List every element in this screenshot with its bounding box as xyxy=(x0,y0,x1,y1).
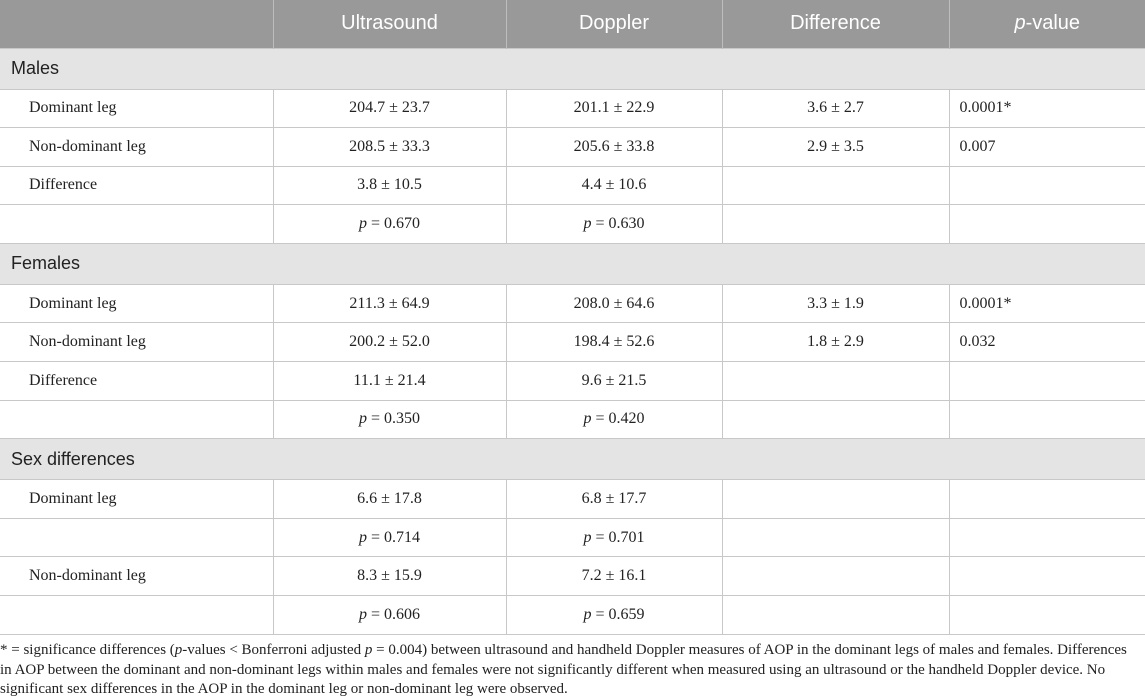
pvalue-cell xyxy=(949,400,1145,439)
doppler-cell: 201.1 ± 22.9 xyxy=(506,89,722,128)
table-footnote xyxy=(0,641,1130,700)
doppler-cell: 4.4 ± 10.6 xyxy=(506,166,722,205)
row-label xyxy=(0,400,273,439)
ultrasound-cell: 211.3 ± 64.9 xyxy=(273,284,506,323)
p-value-text: = 0.659 xyxy=(591,605,645,623)
difference-cell xyxy=(722,166,949,205)
footnote-part2: -values < Bonferroni adjusted xyxy=(182,642,365,658)
header-pvalue xyxy=(949,0,1145,48)
p-value-text: = 0.606 xyxy=(366,605,421,623)
doppler-cell: 198.4 ± 52.6 xyxy=(506,323,722,362)
difference-cell xyxy=(722,596,949,635)
table-row xyxy=(0,596,1145,635)
pvalue-cell xyxy=(949,362,1145,401)
p-value-text: = 0.670 xyxy=(366,215,421,233)
table-row xyxy=(0,128,1145,167)
footnote-p-symbol: p xyxy=(364,642,373,658)
ultrasound-cell: 3.8 ± 10.5 xyxy=(273,166,506,205)
doppler-cell: 6.8 ± 17.7 xyxy=(506,480,722,519)
ultrasound-cell: 8.3 ± 15.9 xyxy=(273,557,506,596)
pvalue-cell xyxy=(949,518,1145,557)
difference-cell xyxy=(722,480,949,519)
row-label xyxy=(0,596,273,635)
table-row xyxy=(0,205,1145,244)
p-symbol: p xyxy=(358,528,367,546)
pvalue-cell xyxy=(949,166,1145,205)
doppler-cell: 205.6 ± 33.8 xyxy=(506,128,722,167)
ultrasound-pvalue-cell xyxy=(273,400,506,439)
difference-cell xyxy=(722,400,949,439)
difference-cell xyxy=(722,362,949,401)
section-row-females xyxy=(0,243,1145,284)
difference-cell: 1.8 ± 2.9 xyxy=(722,323,949,362)
p-value-text: = 0.714 xyxy=(366,528,421,546)
ultrasound-cell: 6.6 ± 17.8 xyxy=(273,480,506,519)
p-symbol: p xyxy=(583,605,592,623)
pvalue-cell: 0.032 xyxy=(949,323,1145,362)
p-symbol: p xyxy=(583,528,592,546)
row-label xyxy=(0,518,273,557)
p-value-text: = 0.701 xyxy=(591,528,645,546)
table-row xyxy=(0,89,1145,128)
doppler-pvalue-cell xyxy=(506,518,722,557)
section-row-sex-differences xyxy=(0,439,1145,480)
ultrasound-cell: 204.7 ± 23.7 xyxy=(273,89,506,128)
pvalue-cell: 0.0001* xyxy=(949,284,1145,323)
p-symbol: p xyxy=(358,605,367,623)
pvalue-cell xyxy=(949,480,1145,519)
table-row xyxy=(0,480,1145,519)
header-ultrasound: Ultrasound xyxy=(273,0,506,48)
p-value-text: = 0.420 xyxy=(591,410,645,428)
ultrasound-cell: 200.2 ± 52.0 xyxy=(273,323,506,362)
difference-cell xyxy=(722,205,949,244)
section-title-sex-differences: Sex differences xyxy=(0,439,1145,480)
row-label: Dominant leg xyxy=(0,89,273,128)
header-pvalue-italic: p xyxy=(1014,12,1026,35)
footnote-part3: = 0.004) between ultrasound and handheld Doppler measures of AOP in the dominant legs of males and females. Differences in AOP between the dominant and non-dominant legs within males and females were not significantly different when measured using an ultrasound or the handheld Doppler device. No significant sex differences in the AOP in the dominant leg or non-dominant leg were observed. xyxy=(0,642,1127,697)
p-value-text: = 0.630 xyxy=(591,215,645,233)
footnote-p-symbol: p xyxy=(174,642,183,658)
row-label xyxy=(0,205,273,244)
header-row xyxy=(0,0,1145,48)
pvalue-cell: 0.0001* xyxy=(949,89,1145,128)
table-row xyxy=(0,400,1145,439)
difference-cell: 3.6 ± 2.7 xyxy=(722,89,949,128)
doppler-pvalue-cell xyxy=(506,205,722,244)
pvalue-cell xyxy=(949,596,1145,635)
row-label: Non-dominant leg xyxy=(0,128,273,167)
pvalue-cell xyxy=(949,205,1145,244)
table-row xyxy=(0,557,1145,596)
row-label: Non-dominant leg xyxy=(0,557,273,596)
header-doppler: Doppler xyxy=(506,0,722,48)
doppler-pvalue-cell xyxy=(506,400,722,439)
ultrasound-cell: 208.5 ± 33.3 xyxy=(273,128,506,167)
row-label: Difference xyxy=(0,166,273,205)
difference-cell: 2.9 ± 3.5 xyxy=(722,128,949,167)
difference-cell xyxy=(722,518,949,557)
table-row xyxy=(0,166,1145,205)
p-symbol: p xyxy=(358,215,367,233)
row-label: Difference xyxy=(0,362,273,401)
section-title-females: Females xyxy=(0,243,1145,284)
pvalue-cell xyxy=(949,557,1145,596)
footnote-part1: * = significance differences ( xyxy=(0,642,175,658)
doppler-pvalue-cell xyxy=(506,596,722,635)
p-symbol: p xyxy=(583,410,592,428)
ultrasound-cell: 11.1 ± 21.4 xyxy=(273,362,506,401)
row-label: Non-dominant leg xyxy=(0,323,273,362)
doppler-cell: 9.6 ± 21.5 xyxy=(506,362,722,401)
row-label: Dominant leg xyxy=(0,480,273,519)
header-pvalue-rest: -value xyxy=(1025,12,1081,35)
ultrasound-pvalue-cell xyxy=(273,205,506,244)
p-symbol: p xyxy=(358,410,367,428)
table-row xyxy=(0,518,1145,557)
pvalue-cell: 0.007 xyxy=(949,128,1145,167)
doppler-cell: 208.0 ± 64.6 xyxy=(506,284,722,323)
section-title-males: Males xyxy=(0,48,1145,89)
row-label: Dominant leg xyxy=(0,284,273,323)
header-empty-cell xyxy=(0,0,273,48)
table-row xyxy=(0,284,1145,323)
header-difference: Difference xyxy=(722,0,949,48)
table-row xyxy=(0,323,1145,362)
section-row-males xyxy=(0,48,1145,89)
p-symbol: p xyxy=(583,215,592,233)
p-value-text: = 0.350 xyxy=(366,410,421,428)
table-header xyxy=(0,0,1145,48)
difference-cell xyxy=(722,557,949,596)
difference-cell: 3.3 ± 1.9 xyxy=(722,284,949,323)
doppler-cell: 7.2 ± 16.1 xyxy=(506,557,722,596)
ultrasound-pvalue-cell xyxy=(273,518,506,557)
table-row xyxy=(0,362,1145,401)
ultrasound-pvalue-cell xyxy=(273,596,506,635)
